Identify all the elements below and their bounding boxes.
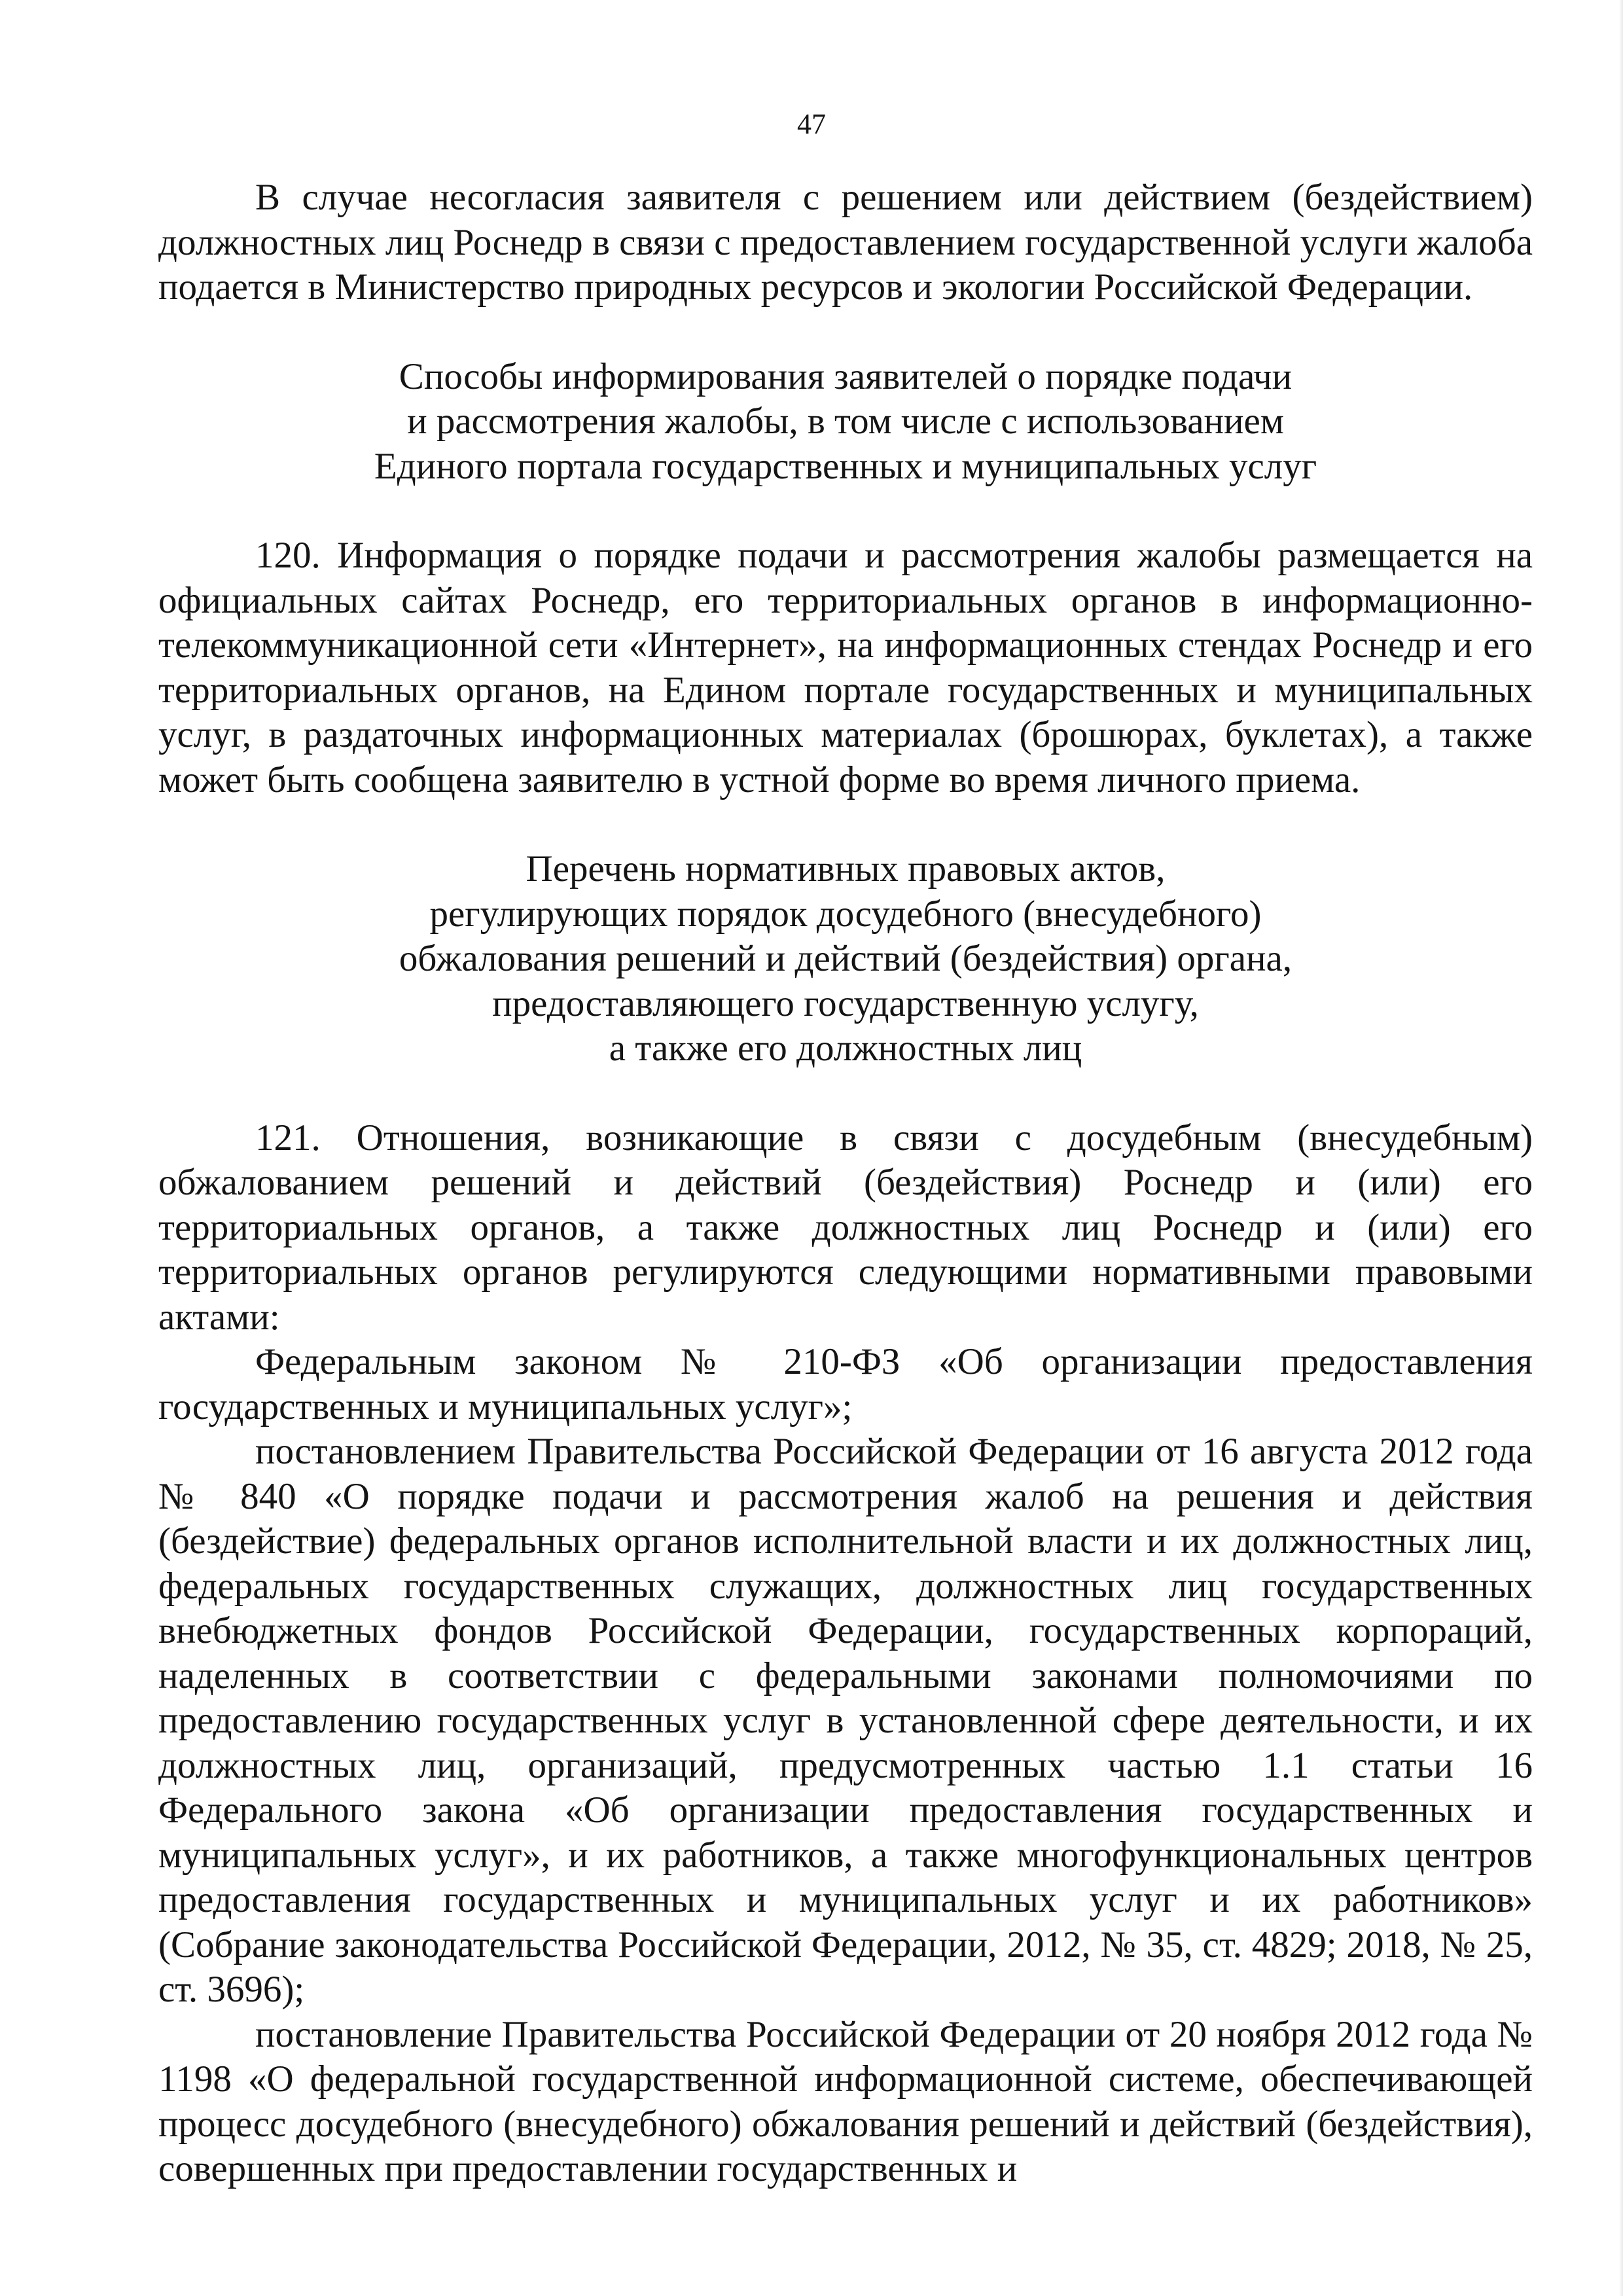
page-edge-shadow <box>1619 0 1623 2296</box>
heading-line: Перечень нормативных правовых актов, <box>526 848 1166 889</box>
spacer <box>158 310 1533 355</box>
heading-informing <box>158 355 1533 490</box>
spacer <box>158 489 1533 533</box>
spacer <box>158 1071 1533 1116</box>
heading-line: и рассмотрения жалобы, в том числе с использованием <box>407 401 1284 442</box>
heading-line: обжалования решений и действий (бездействия) органа, <box>399 938 1293 979</box>
document-body <box>158 175 1533 2192</box>
heading-line: предоставляющего государственную услугу, <box>492 982 1199 1024</box>
heading-line: Единого портала государственных и муниципальных услуг <box>374 445 1317 487</box>
heading-line: а также его должностных лиц <box>609 1028 1082 1069</box>
heading-legal-acts <box>158 847 1533 1071</box>
resolution-1198-item: постановление Правительства Российской Федерации от 20 ноября 2012 года № 1198 «О федеральной государственной информационной системе, обеспечивающей процесс досудебного (внесудебного) обжалования решений и действий (бездействия), совершенных при предоставлении государственных и <box>158 2013 1533 2189</box>
page-number: 47 <box>797 108 826 140</box>
heading-line: регулирующих порядок досудебного (внесудебного) <box>429 893 1262 935</box>
heading-line: Способы информирования заявителей о порядке подачи <box>399 355 1293 397</box>
paragraph-intro: В случае несогласия заявителя с решением или действием (бездействием) должностных лиц Роснедр в связи с предоставлением государственной услуги жалоба подается в Министерство природных ресурсов и экологии Российской Федерации. <box>158 177 1533 308</box>
spacer <box>158 802 1533 847</box>
law-210-item: Федеральным законом № 210-ФЗ «Об организации предоставления государственных и муниципальных услуг»; <box>158 1341 1533 1427</box>
paragraph-120: 120. Информация о порядке подачи и рассмотрения жалобы размещается на официальных сайтах Роснедр, его территориальных органов в информационно-телекоммуникационной сети «Интернет», на информационных стендах Роснедр и его территориальных органов, на Едином портале государственных и муниципальных услуг, в раздаточных информационных материалах (брошюрах, буклетах), а также может быть сообщена заявителю в устной форме во время личного приема. <box>158 535 1533 800</box>
resolution-840-item: постановлением Правительства Российской Федерации от 16 августа 2012 года № 840 «О порядке подачи и рассмотрения жалоб на решения и действия (бездействие) федеральных органов исполнительной власти и их должностных лиц, федеральных государственных служащих, должностных лиц государственных внебюджетных фондов Российской Федерации, государственных корпораций, наделенных в соответствии с федеральными законами полномочиями по предоставлению государственных услуг в установленной сфере деятельности, и их должностных лиц, организаций, предусмотренных частью 1.1 статьи 16 Федерального закона «Об организации предоставления государственных и муниципальных услуг», и их работников, а также многофункциональных центров предоставления государственных и муниципальных услуг и их работников» (Собрание законодательства Российской Федерации, 2012, № 35, ст. 4829; 2018, № 25, ст. 3696); <box>158 1431 1533 2010</box>
paragraph-121: 121. Отношения, возникающие в связи с досудебным (внесудебным) обжалованием решений и действий (бездействия) Роснедр и (или) его территориальных органов, а также должностных лиц Роснедр и (или) его территориальных органов регулируются следующими нормативными правовыми актами: <box>158 1117 1533 1338</box>
